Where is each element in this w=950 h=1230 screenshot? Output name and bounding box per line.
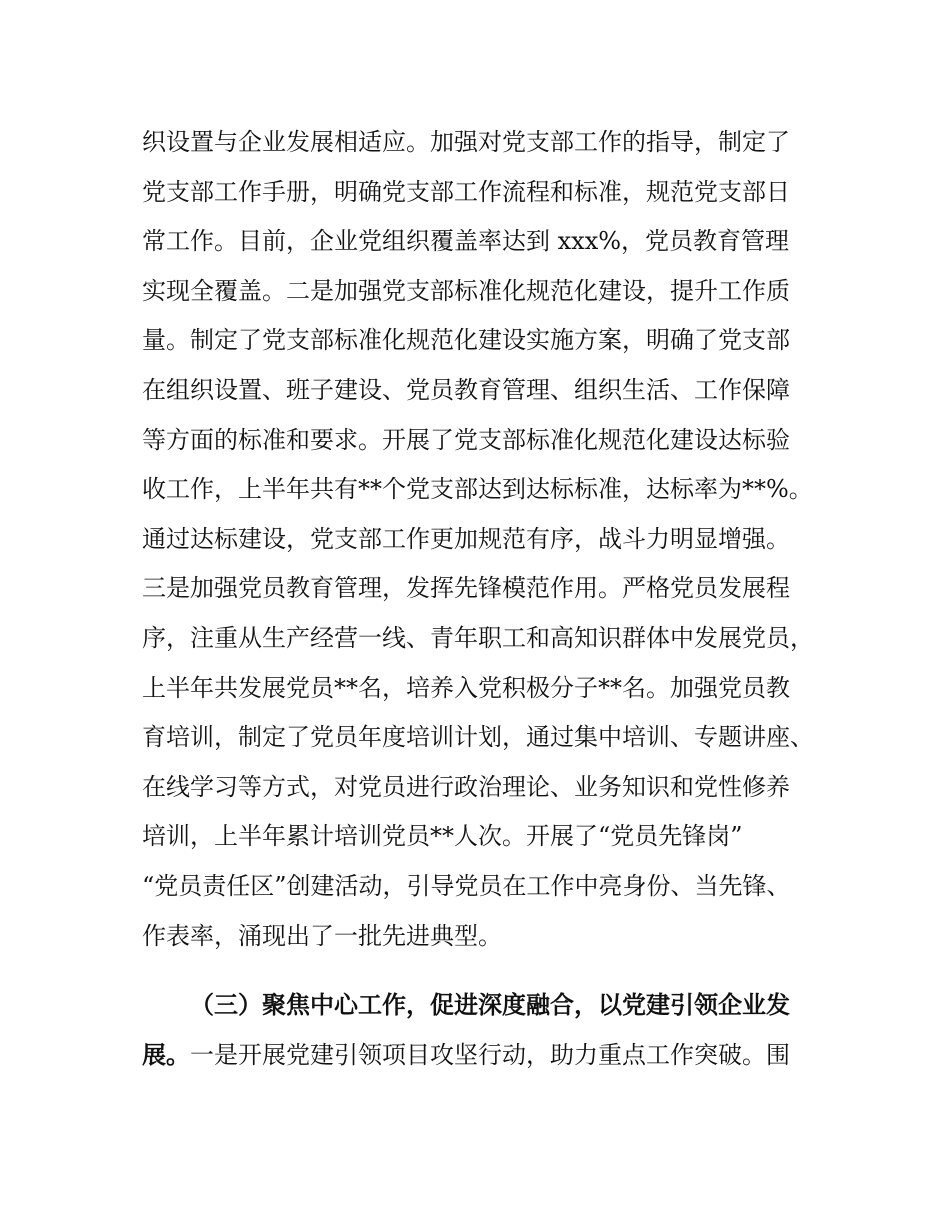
paragraph-line: 常工作。目前，企业党组织覆盖率达到 xxx%，党员教育管理	[142, 227, 790, 256]
paragraph-line: 序，注重从生产经营一线、青年职工和高知识群体中发展党员，	[142, 623, 814, 652]
paragraph-line: 上半年共发展党员**名，培养入党积极分子**名。加强党员教	[142, 673, 790, 702]
paragraph-line: 在组织设置、班子建设、党员教育管理、组织生活、工作保障	[142, 375, 790, 404]
paragraph-line: 等方面的标准和要求。开展了党支部标准化规范化建设达标验	[142, 425, 790, 454]
paragraph-line: 育培训，制定了党员年度培训计划，通过集中培训、专题讲座、	[142, 723, 814, 752]
section-body-text: 一是开展党建引领项目攻坚行动，助力重点工作突破。围	[190, 1041, 790, 1069]
paragraph-line: 三是加强党员教育管理，发挥先锋模范作用。严格党员发展程	[142, 574, 790, 603]
section-heading: （三）聚焦中心工作，促进深度融合，以党建引领企业发	[190, 990, 790, 1019]
paragraph-line: 党支部工作手册，明确党支部工作流程和标准，规范党支部日	[142, 177, 790, 206]
section-three	[142, 980, 822, 1080]
paragraph-line: 培训，上半年累计培训党员**人次。开展了“党员先锋岗”	[142, 822, 743, 851]
paragraph-line: 量。制定了党支部标准化规范化建设实施方案，明确了党支部	[142, 326, 790, 355]
paragraph-line: “党员责任区”创建活动，引导党员在工作中亮身份、当先锋、	[142, 871, 791, 900]
paragraph-line: 通过达标建设，党支部工作更加规范有序，战斗力明显增强。	[142, 524, 790, 553]
section-heading-continuation	[142, 1030, 822, 1080]
paragraph-line: 作表率，涌现出了一批先进典型。	[142, 921, 502, 950]
paragraph-line: 实现全覆盖。二是加强党支部标准化规范化建设，提升工作质	[142, 276, 790, 305]
paragraph-line: 收工作，上半年共有**个党支部达到达标标准，达标率为**%。	[142, 475, 813, 504]
paragraph-line: 织设置与企业发展相适应。加强对党支部工作的指导，制定了	[142, 128, 790, 156]
body-paragraph	[142, 118, 822, 961]
paragraph-line: 在线学习等方式，对党员进行政治理论、业务知识和党性修养	[142, 772, 790, 801]
section-heading-end: 展。	[142, 1040, 190, 1069]
